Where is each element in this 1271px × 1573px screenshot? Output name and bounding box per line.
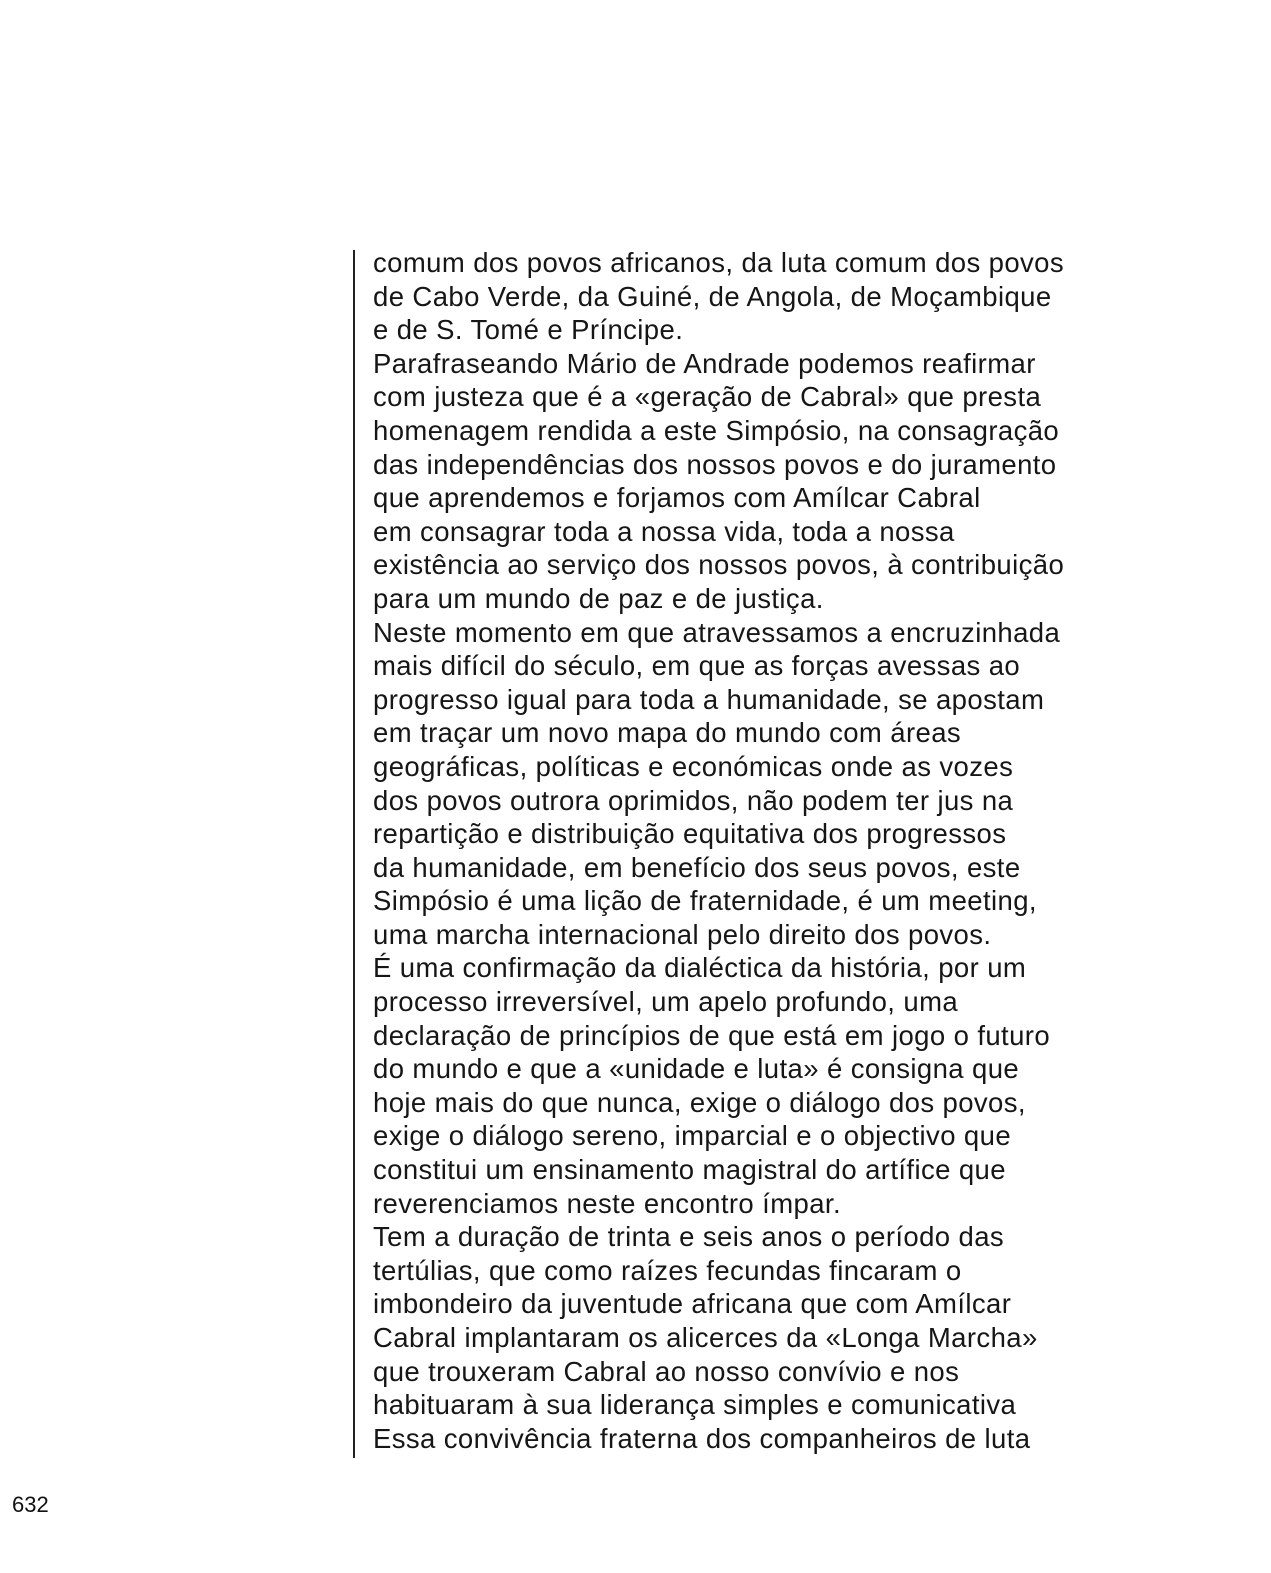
text-line: geográficas, políticas e económicas onde as vozes [373, 750, 1014, 782]
text-line: uma marcha internacional pelo direito dos povos. [373, 918, 992, 950]
text-line: imbondeiro da juventude africana que com Amílcar [373, 1288, 1012, 1320]
text-line: existência ao serviço dos nossos povos, à contribuição [373, 549, 1065, 581]
text-line: da humanidade, em benefício dos seus povos, este [373, 851, 1021, 883]
text-line: com justeza que é a «geração de Cabral» que presta [373, 381, 1042, 413]
text-line: e de S. Tomé e Príncipe. [373, 314, 684, 346]
text-line: tertúlias, que como raízes fecundas fincaram o [373, 1254, 962, 1286]
text-line: mais difícil do século, em que as forças avessas ao [373, 650, 1021, 682]
margin-rule [353, 250, 355, 1458]
text-line: que aprendemos e forjamos com Amílcar Cabral [373, 482, 981, 514]
text-line: Cabral implantaram os alicerces da «Longa Marcha» [373, 1322, 1038, 1353]
text-line: de Cabo Verde, da Guiné, de Angola, de Moçambique [373, 280, 1052, 312]
text-line: habituaram à sua liderança simples e comunicativa [373, 1389, 1017, 1421]
text-line: constitui um ensinamento magistral do artífice que [373, 1154, 1006, 1186]
text-line: reverenciamos neste encontro ímpar. [373, 1187, 841, 1219]
text-line: do mundo e que a «unidade e luta» é consigna que [373, 1053, 1020, 1085]
text-line: em consagrar toda a nossa vida, toda a nossa [373, 515, 955, 547]
text-line: exige o diálogo sereno, imparcial e o objectivo que [373, 1120, 1012, 1152]
text-line: em traçar um novo mapa do mundo com áreas [373, 717, 962, 749]
text-line: hoje mais do que nunca, exige o diálogo dos povos, [373, 1086, 1026, 1118]
body-text [373, 246, 1233, 1455]
text-line: Parafraseando Mário de Andrade podemos reafirmar [373, 347, 1036, 379]
text-line: progresso igual para toda a humanidade, se apostam [373, 683, 1045, 715]
page-number: 632 [12, 1492, 49, 1517]
text-line: declaração de princípios de que está em jogo o futuro [373, 1019, 1051, 1051]
text-line: processo irreversível, um apelo profundo, uma [373, 986, 959, 1018]
text-line: Tem a duração de trinta e seis anos o período das [373, 1221, 1005, 1253]
text-line: para um mundo de paz e de justiça. [373, 582, 824, 614]
text-line: Essa convivência fraterna dos companheiros de luta [373, 1422, 1031, 1454]
text-line: homenagem rendida a este Simpósio, na consagração [373, 414, 1060, 446]
text-line: que trouxeram Cabral ao nosso convívio e nos [373, 1355, 960, 1387]
text-line: comum dos povos africanos, da luta comum dos povos [373, 247, 1065, 278]
text-line: Neste momento em que atravessamos a encruzinhada [373, 616, 1061, 648]
text-line: dos povos outrora oprimidos, não podem ter jus na [373, 784, 1014, 816]
text-line: É uma confirmação da dialéctica da história, por um [373, 952, 1027, 984]
text-line: das independências dos nossos povos e do juramento [373, 448, 1057, 480]
text-line: Simpósio é uma lição de fraternidade, é um meeting, [373, 885, 1037, 917]
text-line: repartição e distribuição equitativa dos progressos [373, 818, 1007, 850]
